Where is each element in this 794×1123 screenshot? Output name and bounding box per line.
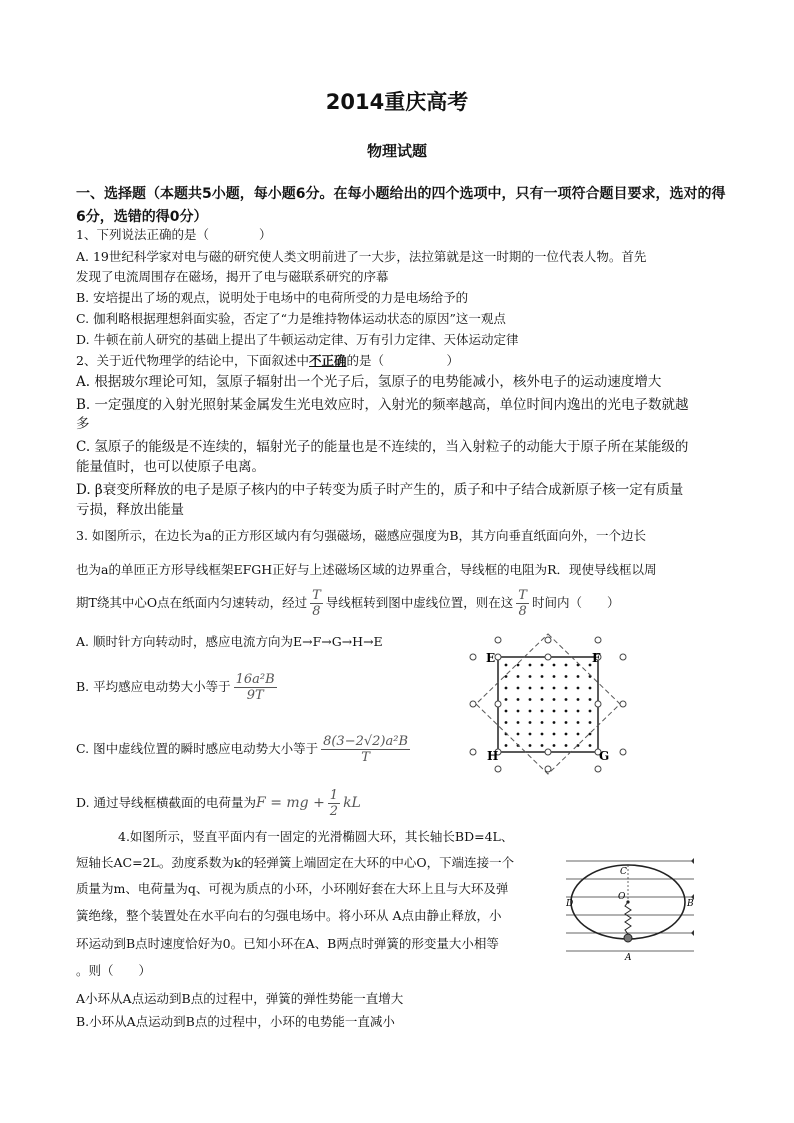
boundary-circle [595, 766, 601, 772]
boundary-circle [595, 701, 601, 707]
label-d: D [566, 899, 574, 909]
field-dot [529, 664, 532, 667]
field-dot [553, 721, 556, 724]
label-a: A [625, 953, 632, 962]
spring [625, 902, 631, 934]
q1-stem: 1、下列说法正确的是（ ） [76, 227, 272, 242]
page-title: 2014重庆高考 [325, 90, 469, 114]
field-dot [505, 710, 508, 713]
boundary-circle [620, 749, 626, 755]
field-dot [565, 744, 568, 747]
field-dot [553, 675, 556, 678]
field-dot [541, 664, 544, 667]
field-dot [541, 721, 544, 724]
field-dot [589, 664, 592, 667]
field-dot [565, 664, 568, 667]
field-dot [529, 675, 532, 678]
q3-option-b [76, 672, 280, 703]
boundary-circle [470, 654, 476, 660]
q2-stem-pre: 2、关于近代物理学的结论中，下面叙述中 [76, 353, 309, 368]
boundary-circle [495, 637, 501, 643]
field-dot [577, 733, 580, 736]
q4-option-a: A小环从A点运动到B点的过程中，弹簧的弹性势能一直增大 [76, 991, 404, 1006]
fraction-numerator: T [312, 588, 321, 603]
q2-option-c-line2: 能量值时，也可以使原子电离。 [76, 459, 265, 475]
formula-16a2b-over-9t [234, 672, 277, 703]
fraction-denominator: T [361, 750, 370, 765]
q3-line1: 3. 如图所示，在边长为a的正方形区域内有匀强磁场，磁感应强度为B，其方向垂直纸面向外，一个边长 [76, 528, 647, 543]
formula-f-mg: F = mg + [256, 795, 325, 811]
q2-option-b-line2: 多 [76, 416, 90, 432]
field-dot [517, 721, 520, 724]
q4-line4: 簧绝缘，整个装置处在水平向右的匀强电场中。将小环从 A点由静止释放，小 [76, 908, 502, 923]
field-dot [577, 687, 580, 690]
section-heading: 一、选择题（本题共5小题，每小题6分。在每小题给出的四个选项中，只有一项符合题目要求，选对的得6分，选错的得0分） [76, 186, 726, 225]
field-dot [541, 710, 544, 713]
field-dot [577, 698, 580, 701]
label-f: F [592, 651, 601, 665]
field-dot [529, 687, 532, 690]
fraction-denominator: 9T [246, 688, 264, 703]
boundary-circle [470, 701, 476, 707]
boundary-circle [545, 749, 551, 755]
magnetic-field-dots [505, 664, 592, 747]
field-dot [529, 698, 532, 701]
q1-option-c: C. 伽利略根据理想斜面实验，否定了“力是维持物体运动状态的原因”这一观点 [76, 311, 506, 326]
field-dot [553, 698, 556, 701]
field-dot [565, 733, 568, 736]
label-h: H [487, 749, 499, 763]
q4-figure-ellipse [566, 852, 696, 962]
q3-line3 [76, 588, 619, 619]
q2-stem-post: 的是（ ） [346, 353, 459, 368]
q2-option-a: A. 根据玻尔理论可知，氢原子辐射出一个光子后，氢原子的电势能减小，核外电子的运动速度增大 [76, 374, 662, 390]
fraction-denominator: 8 [518, 604, 527, 619]
field-dot [517, 664, 520, 667]
fraction-denominator: 2 [329, 804, 339, 819]
boundary-circle [470, 749, 476, 755]
q2-option-d-line2: 亏损，释放出能量 [76, 502, 184, 518]
field-dot [541, 733, 544, 736]
q2-option-b-line1: B. 一定强度的入射光照射某金属发生光电效应时，入射光的频率越高，单位时间内逸出的光电子数就越 [76, 397, 689, 413]
q4-line5: 环运动到B点时速度恰好为0。已知小环在A、B两点时弹簧的形变量大小相等 [76, 936, 499, 951]
q3-option-c-text: C. 图中虚线位置的瞬时感应电动势大小等于 [76, 741, 319, 756]
boundary-circle [545, 654, 551, 660]
label-c: C [620, 867, 627, 877]
field-dot [529, 744, 532, 747]
q2-option-c-line1: C. 氢原子的能级是不连续的，辐射光子的能量也是不连续的，当入射粒子的动能大于原子所在某能级的 [76, 439, 689, 455]
field-dot [589, 721, 592, 724]
field-dot [565, 721, 568, 724]
field-dot [577, 710, 580, 713]
q4-option-b: B.小环从A点运动到B点的过程中，小环的电势能一直减小 [76, 1014, 395, 1029]
q1-option-a-line2: 发现了电流周围存在磁场，揭开了电与磁联系研究的序幕 [76, 269, 389, 284]
q3-option-b-text: B. 平均感应电动势大小等于 [76, 679, 231, 694]
formula-emf-instant [321, 734, 410, 765]
field-dot [529, 721, 532, 724]
q2-stem-key: 不正确 [308, 353, 347, 368]
field-dot [589, 744, 592, 747]
field-dot [517, 733, 520, 736]
boundary-circle [620, 654, 626, 660]
label-o: O [618, 892, 626, 902]
q3-line2: 也为a的单匝正方形导线框架EFGH正好与上述磁场区域的边界重合，导线框的电阻为R．现使导线框以周 [76, 562, 657, 577]
q1-option-d: D. 牛顿在前人研究的基础上提出了牛顿运动定律、万有引力定律、天体运动定律 [76, 332, 519, 347]
field-dot [565, 687, 568, 690]
center-point [626, 900, 629, 903]
q3-option-a: A. 顺时针方向转动时，感应电流方向为E→F→G→H→E [76, 634, 383, 649]
field-dot [541, 687, 544, 690]
q1-option-b: B. 安培提出了场的观点，说明处于电场中的电荷所受的力是电场给予的 [76, 290, 469, 305]
q3-line3-post: 时间内（ ） [531, 595, 620, 610]
field-dot [529, 710, 532, 713]
label-g: G [599, 749, 610, 763]
field-dot [505, 687, 508, 690]
fraction-t-over-8 [310, 588, 323, 619]
field-dot [505, 664, 508, 667]
fraction-t-over-8-second [516, 588, 529, 619]
q3-option-d-text: D. 通过导线框横截面的电荷量为 [76, 795, 257, 810]
label-b: B [687, 899, 694, 909]
field-dot [541, 698, 544, 701]
boundary-circle [595, 637, 601, 643]
boundary-circle [495, 766, 501, 772]
field-dot [553, 664, 556, 667]
page-subtitle: 物理试题 [366, 142, 427, 160]
field-dot [565, 675, 568, 678]
q4-line1: 4.如图所示，竖直平面内有一固定的光滑椭圆大环，其长轴长BD=4L、 [118, 829, 514, 844]
q1-option-a-line1: A. 19世纪科学家对电与磁的研究使人类文明前进了一大步，法拉第就是这一时期的一位代表人物。首先 [76, 249, 647, 264]
field-dot [517, 710, 520, 713]
q3-line3-pre: 期T绕其中心O点在纸面内匀速转动，经过 [76, 595, 308, 610]
field-dot [517, 675, 520, 678]
field-dot [553, 710, 556, 713]
field-dot [553, 687, 556, 690]
field-dot [505, 721, 508, 724]
field-dot [589, 710, 592, 713]
boundary-circle [495, 701, 501, 707]
field-dot [553, 744, 556, 747]
label-e: E [486, 651, 496, 665]
q3-line3-mid: 导线框转到图中虚线位置，则在这 [325, 595, 514, 610]
arrow-icon [691, 858, 694, 864]
boundary-circle [495, 654, 501, 660]
field-dot [565, 710, 568, 713]
fraction-numerator: 16a²B [235, 672, 275, 687]
field-dot [541, 744, 544, 747]
field-dot [505, 698, 508, 701]
frame-efgh [498, 657, 598, 752]
q2-option-d-line1: D. β衰变所释放的电子是原子核内的中子转变为质子时产生的，质子和中子结合成新原子核一定有质量 [76, 482, 684, 498]
field-dot [541, 675, 544, 678]
fraction-one-half [328, 788, 340, 819]
q2-stem [76, 352, 459, 370]
field-dot [553, 733, 556, 736]
field-dot [589, 698, 592, 701]
boundary-circle [545, 637, 551, 643]
boundary-circle [620, 701, 626, 707]
q4-line3: 质量为m、电荷量为q、可视为质点的小环，小环刚好套在大环上且与大环及弹 [76, 881, 509, 896]
formula-kl: kL [343, 795, 361, 811]
fraction-numerator: 1 [329, 788, 339, 803]
fraction-numerator: 8(3−2√2)a²B [323, 734, 408, 749]
field-dot [505, 675, 508, 678]
fraction-denominator: 8 [312, 604, 321, 619]
field-dot [577, 675, 580, 678]
q3-option-c [76, 734, 413, 765]
field-dot [517, 698, 520, 701]
q4-line2: 短轴长AC=2L。劲度系数为k的轻弹簧上端固定在大环的中心O，下端连接一个 [76, 855, 515, 870]
q3-option-d [76, 788, 361, 819]
boundary-circle [545, 766, 551, 772]
arrow-icon [691, 930, 694, 936]
field-dot [577, 721, 580, 724]
fraction-numerator: T [518, 588, 527, 603]
field-dot [565, 698, 568, 701]
q3-figure-square-field [468, 632, 633, 777]
field-dot [505, 744, 508, 747]
field-dot [589, 733, 592, 736]
field-dot [589, 687, 592, 690]
small-ring [624, 934, 632, 942]
field-dot [529, 733, 532, 736]
q4-line6: 。则（ ） [76, 963, 152, 978]
field-dot [517, 687, 520, 690]
